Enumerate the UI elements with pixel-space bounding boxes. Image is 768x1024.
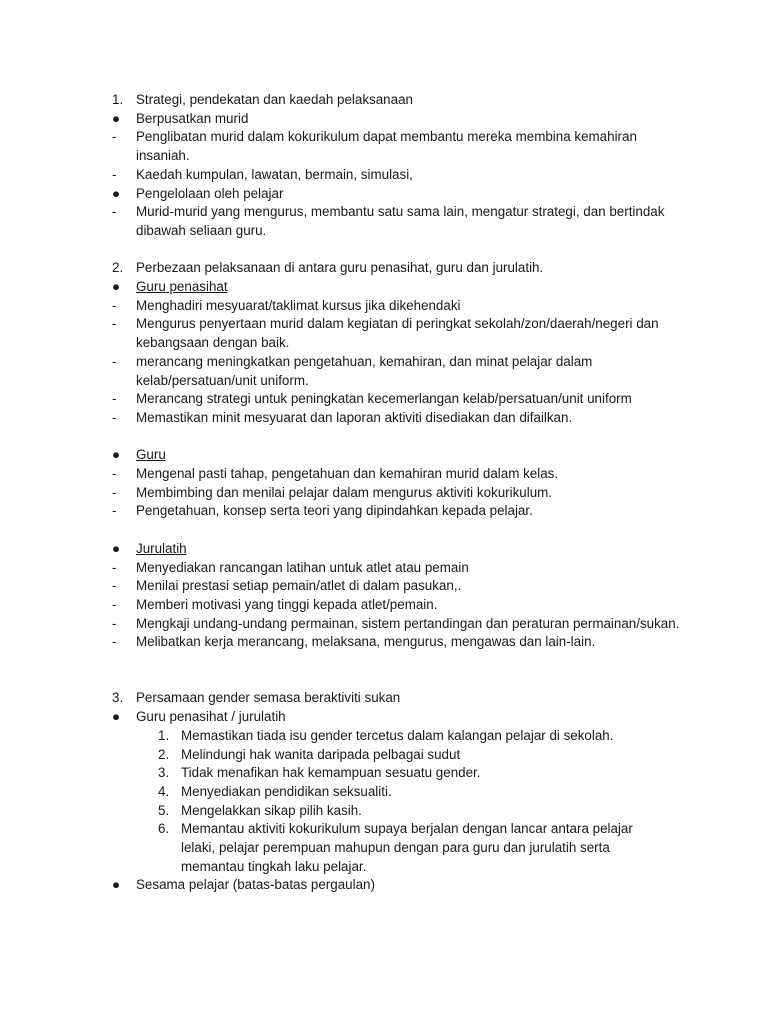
bullet-heading-text: Sesama pelajar (batas-batas pergaulan): [136, 877, 375, 893]
list-item: [0, 615, 768, 634]
bullet-icon: ●: [112, 709, 121, 725]
spacer: [0, 428, 768, 447]
list-item: [0, 577, 768, 596]
item-number: 1.: [158, 727, 170, 743]
dash-marker: -: [112, 634, 117, 650]
list-item-text: Mengurus penyertaan murid dalam kegiatan di peringkat sekolah/zon/daerah/negeri dan kebangsaan dengan baik.: [136, 316, 659, 351]
bullet-heading-text: Guru penasihat / jurulatih: [136, 709, 286, 725]
document-body: [0, 91, 768, 895]
dash-marker: -: [112, 297, 117, 313]
list-item-text: Melibatkan kerja merancang, melaksana, mengurus, mengawas dan lain-lain.: [136, 634, 596, 650]
list-item: [0, 203, 768, 240]
list-item-text: Pengetahuan, konsep serta teori yang dipindahkan kepada pelajar.: [136, 503, 533, 519]
list-item-text: Menyediakan rancangan latihan untuk atlet atau pemain: [136, 559, 469, 575]
list-item: [0, 484, 768, 503]
bullet-heading: [0, 876, 768, 895]
list-item: [0, 559, 768, 578]
list-item-text: Memastikan minit mesyuarat dan laporan aktiviti disediakan dan difailkan.: [136, 409, 573, 425]
list-item: [0, 596, 768, 615]
list-item-text: Menilai prestasi setiap pemain/atlet di dalam pasukan,.: [136, 578, 462, 594]
spacer: [0, 671, 768, 690]
dash-marker: -: [112, 391, 117, 407]
numbered-item-text: Memastikan tiada isu gender tercetus dalam kalangan pelajar di sekolah.: [181, 727, 614, 743]
section-heading: [0, 689, 768, 708]
section-title: Perbezaan pelaksanaan di antara guru penasihat, guru dan jurulatih.: [136, 260, 544, 276]
dash-marker: -: [112, 615, 117, 631]
spacer: [0, 652, 768, 671]
bullet-icon: ●: [112, 185, 121, 201]
section-title: Persamaan gender semasa beraktiviti sukan: [136, 690, 401, 706]
dash-marker: -: [112, 466, 117, 482]
item-number: 2.: [158, 746, 170, 762]
list-item-text: Murid-murid yang mengurus, membantu satu sama lain, mengatur strategi, dan bertindak dibawah seliaan guru.: [136, 204, 665, 238]
numbered-item-text: Mengelakkan sikap pilih kasih.: [181, 802, 362, 818]
bullet-heading-text: Guru penasihat: [136, 279, 228, 295]
list-item: [0, 297, 768, 316]
bullet-heading: [0, 278, 768, 297]
dash-marker: -: [112, 484, 117, 500]
list-item: [0, 465, 768, 484]
bullet-heading: [0, 446, 768, 465]
list-item-text: Memberi motivasi yang tinggi kepada atlet/pemain.: [136, 596, 438, 612]
bullet-heading-text: Pengelolaan oleh pelajar: [136, 185, 284, 201]
item-number: 5.: [158, 802, 170, 818]
list-item-text: Mengenal pasti tahap, pengetahuan dan kemahiran murid dalam kelas.: [136, 466, 559, 482]
list-item-text: Merancang strategi untuk peningkatan kecemerlangan kelab/persatuan/unit uniform: [136, 391, 632, 407]
list-item: [0, 353, 768, 390]
spacer: [0, 521, 768, 540]
numbered-item-text: Memantau aktiviti kokurikulum supaya berjalan dengan lancar antara pelajar lelaki, pelajar perempuan mahupun dengan para guru dan jurulatih serta memantau tingkah laku pelajar.: [181, 821, 633, 874]
numbered-item: [0, 802, 768, 821]
bullet-heading: [0, 540, 768, 559]
numbered-item-text: Melindungi hak wanita daripada pelbagai sudut: [181, 746, 461, 762]
item-number: 3.: [158, 765, 170, 781]
numbered-item: [0, 746, 768, 765]
numbered-item-text: Tidak menafikan hak kemampuan sesuatu gender.: [181, 765, 481, 781]
section-number: 2.: [112, 260, 124, 276]
section-number: 1.: [112, 92, 124, 107]
numbered-item: [0, 783, 768, 802]
numbered-item: [0, 727, 768, 746]
bullet-heading-text: Jurulatih: [136, 540, 187, 556]
dash-marker: -: [112, 204, 117, 220]
bullet-heading-text: Guru: [136, 447, 166, 463]
numbered-item: [0, 764, 768, 783]
section-heading: [0, 91, 768, 110]
list-item: [0, 633, 768, 652]
list-item-text: Penglibatan murid dalam kokurikulum dapat membantu mereka membina kemahiran insaniah.: [136, 129, 637, 164]
numbered-item-text: Menyediakan pendidikan seksualiti.: [181, 783, 392, 799]
dash-marker: -: [112, 596, 117, 612]
dash-marker: -: [112, 316, 117, 332]
section-number: 3.: [112, 690, 124, 706]
bullet-icon: ●: [112, 540, 121, 556]
dash-marker: -: [112, 503, 117, 519]
item-number: 6.: [158, 821, 170, 837]
spacer: [0, 241, 768, 260]
dash-marker: -: [112, 559, 117, 575]
item-number: 4.: [158, 783, 170, 799]
section-heading: [0, 259, 768, 278]
bullet-icon: ●: [112, 447, 121, 463]
numbered-item: [0, 820, 768, 876]
list-item: [0, 315, 768, 352]
bullet-heading: [0, 110, 768, 129]
bullet-heading-text: Berpusatkan murid: [136, 110, 249, 126]
bullet-heading: [0, 708, 768, 727]
bullet-icon: ●: [112, 279, 121, 295]
list-item-text: Kaedah kumpulan, lawatan, bermain, simulasi,: [136, 166, 413, 182]
list-item-text: Mengkaji undang-undang permainan, sistem pertandingan dan peraturan permainan/sukan.: [136, 615, 680, 631]
dash-marker: -: [112, 409, 117, 425]
section-title: Strategi, pendekatan dan kaedah pelaksanaan: [136, 92, 413, 107]
bullet-heading: [0, 185, 768, 204]
bullet-icon: ●: [112, 877, 121, 893]
list-item: [0, 390, 768, 409]
list-item: [0, 502, 768, 521]
dash-marker: -: [112, 166, 117, 182]
list-item-text: merancang meningkatkan pengetahuan, kemahiran, dan minat pelajar dalam kelab/persatuan/unit uniform.: [136, 353, 593, 388]
list-item: [0, 128, 768, 165]
list-item: [0, 409, 768, 428]
dash-marker: -: [112, 353, 117, 369]
list-item-text: Menghadiri mesyuarat/taklimat kursus jika dikehendaki: [136, 297, 461, 313]
list-item-text: Membimbing dan menilai pelajar dalam mengurus aktiviti kokurikulum.: [136, 484, 553, 500]
bullet-icon: ●: [112, 110, 121, 126]
list-item: [0, 166, 768, 185]
dash-marker: -: [112, 129, 117, 145]
dash-marker: -: [112, 578, 117, 594]
